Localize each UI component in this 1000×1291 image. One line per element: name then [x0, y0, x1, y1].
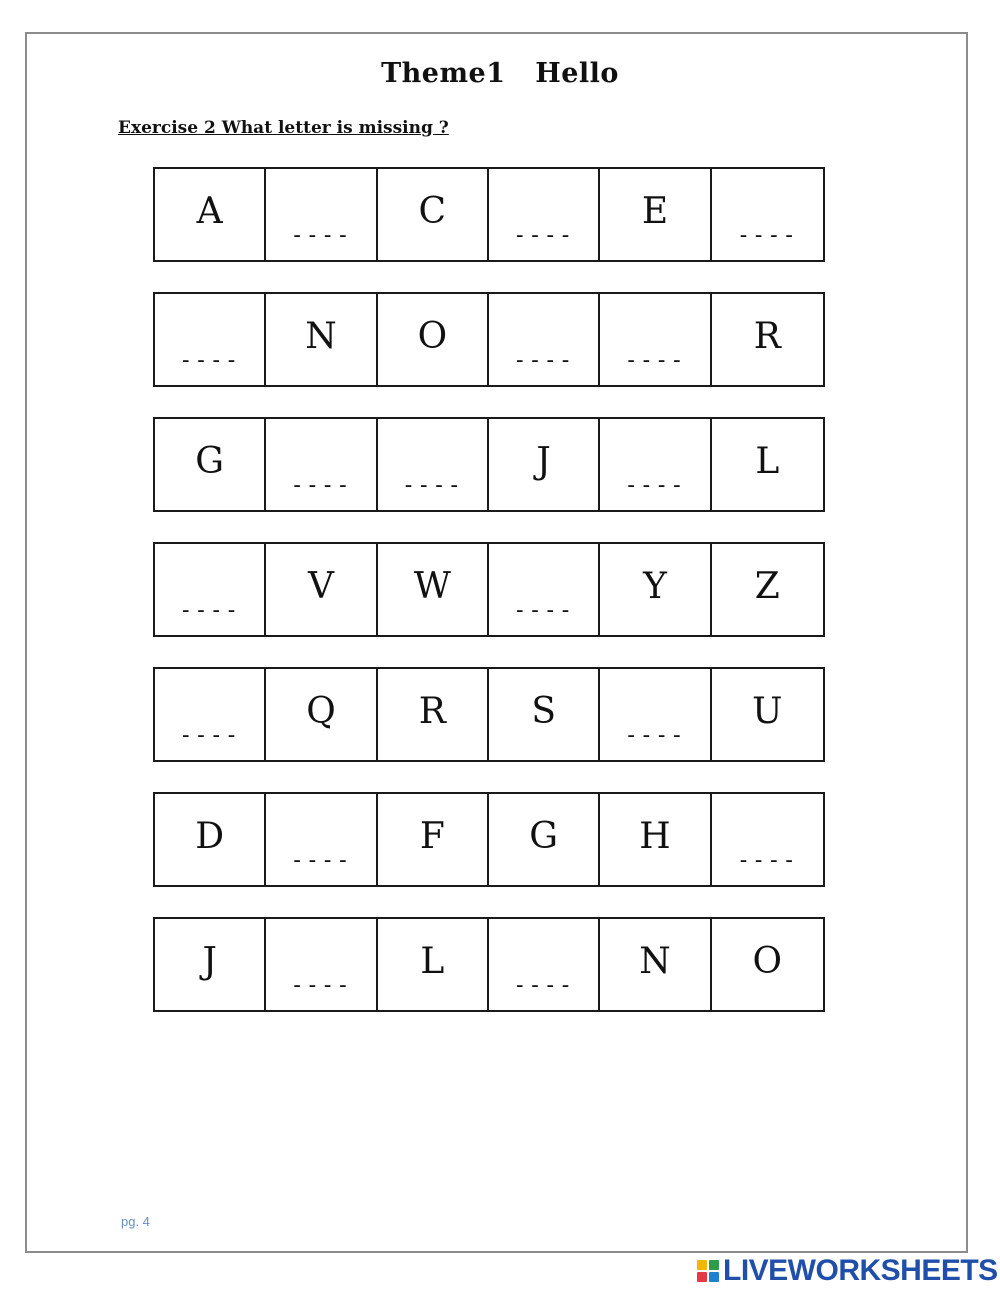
- letter-cell: [378, 544, 489, 635]
- letter-cell: [378, 919, 489, 1010]
- letter-cell[interactable]: [600, 294, 711, 385]
- logo-square: [697, 1272, 707, 1282]
- letter-cell: [266, 669, 377, 760]
- letter-cell: [712, 919, 823, 1010]
- page-number: pg. 4: [121, 1214, 150, 1229]
- letter-cell: [378, 669, 489, 760]
- letter-cell[interactable]: [600, 419, 711, 510]
- given-letter: U: [752, 691, 783, 732]
- letter-cell: [266, 294, 377, 385]
- given-letter: N: [305, 316, 337, 357]
- given-letter: J: [536, 441, 551, 482]
- letter-cell[interactable]: [266, 419, 377, 510]
- letter-row: [153, 917, 825, 1012]
- letter-cell: [712, 419, 823, 510]
- given-letter: V: [307, 566, 334, 607]
- letter-cell: [712, 294, 823, 385]
- given-letter: S: [531, 691, 556, 732]
- given-letter: R: [418, 691, 446, 732]
- missing-letter-blank: ----: [290, 223, 352, 248]
- missing-letter-blank: ----: [513, 973, 575, 998]
- letter-row: [153, 667, 825, 762]
- letter-cell[interactable]: [489, 169, 600, 260]
- letter-cell[interactable]: [155, 544, 266, 635]
- letter-row: [153, 542, 825, 637]
- letter-cell[interactable]: [712, 169, 823, 260]
- given-letter: J: [202, 941, 217, 982]
- missing-letter-blank: ----: [736, 848, 798, 873]
- letter-cell[interactable]: [155, 294, 266, 385]
- letter-row: [153, 792, 825, 887]
- missing-letter-blank: ----: [624, 348, 686, 373]
- letter-cell[interactable]: [600, 669, 711, 760]
- given-letter: D: [195, 816, 225, 857]
- letter-cell: [378, 294, 489, 385]
- given-letter: F: [419, 816, 445, 857]
- letter-cell: [155, 419, 266, 510]
- letter-cell: [600, 169, 711, 260]
- logo-text: LIVEWORKSHEETS: [723, 1254, 998, 1287]
- missing-letter-blank: ----: [290, 848, 352, 873]
- page-title: Theme1 Hello: [381, 58, 619, 89]
- letter-row: [153, 417, 825, 512]
- letter-cell: [155, 919, 266, 1010]
- letter-cell: [600, 919, 711, 1010]
- letter-cell: [378, 794, 489, 885]
- letter-cell: [712, 669, 823, 760]
- letter-cell[interactable]: [266, 169, 377, 260]
- letter-cell[interactable]: [489, 294, 600, 385]
- missing-letter-blank: ----: [624, 723, 686, 748]
- given-letter: N: [639, 941, 671, 982]
- given-letter: Z: [754, 566, 780, 607]
- letter-cell: [489, 669, 600, 760]
- liveworksheets-logo: [697, 1254, 998, 1288]
- liveworksheets-logo-icon: [697, 1260, 719, 1282]
- missing-letter-blank: ----: [513, 348, 575, 373]
- given-letter: G: [529, 816, 559, 857]
- letter-cell[interactable]: [489, 919, 600, 1010]
- logo-square: [709, 1260, 719, 1270]
- given-letter: W: [413, 566, 451, 607]
- given-letter: C: [418, 191, 447, 232]
- letter-cell: [489, 419, 600, 510]
- missing-letter-blank: ----: [179, 723, 241, 748]
- letter-cell[interactable]: [378, 419, 489, 510]
- exercise-instruction: Exercise 2 What letter is missing ?: [118, 118, 449, 138]
- given-letter: H: [639, 816, 671, 857]
- given-letter: L: [755, 441, 780, 482]
- given-letter: G: [195, 441, 225, 482]
- given-letter: O: [417, 316, 448, 357]
- letter-cell: [489, 794, 600, 885]
- missing-letter-blank: ----: [401, 473, 463, 498]
- missing-letter-blank: ----: [513, 223, 575, 248]
- given-letter: Q: [306, 691, 336, 732]
- given-letter: R: [753, 316, 781, 357]
- missing-letter-blank: ----: [290, 973, 352, 998]
- given-letter: A: [196, 191, 223, 232]
- letter-cell: [600, 794, 711, 885]
- given-letter: E: [641, 191, 669, 232]
- logo-square: [709, 1272, 719, 1282]
- missing-letter-blank: ----: [179, 598, 241, 623]
- missing-letter-blank: ----: [624, 473, 686, 498]
- letter-row: [153, 292, 825, 387]
- letter-cell[interactable]: [155, 669, 266, 760]
- letter-cell[interactable]: [266, 794, 377, 885]
- logo-square: [697, 1260, 707, 1270]
- missing-letter-blank: ----: [179, 348, 241, 373]
- missing-letter-blank: ----: [736, 223, 798, 248]
- letter-cell: [155, 169, 266, 260]
- letter-cell[interactable]: [489, 544, 600, 635]
- given-letter: O: [752, 941, 783, 982]
- letter-cell: [712, 544, 823, 635]
- given-letter: L: [420, 941, 445, 982]
- letter-cell[interactable]: [266, 919, 377, 1010]
- letter-cell: [378, 169, 489, 260]
- letter-cell: [600, 544, 711, 635]
- letter-cell[interactable]: [712, 794, 823, 885]
- given-letter: Y: [643, 566, 667, 607]
- letter-cell: [155, 794, 266, 885]
- missing-letter-blank: ----: [290, 473, 352, 498]
- letter-row: [153, 167, 825, 262]
- letter-cell: [266, 544, 377, 635]
- missing-letter-blank: ----: [513, 598, 575, 623]
